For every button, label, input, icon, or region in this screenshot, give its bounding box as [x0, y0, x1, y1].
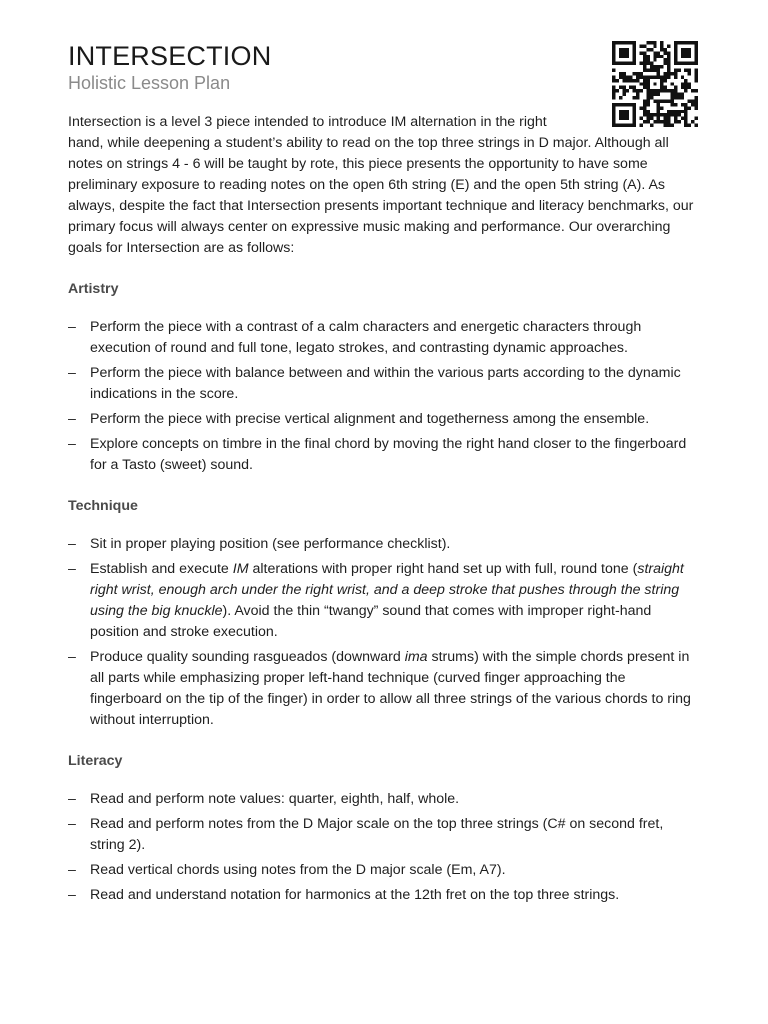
- bullet-dash: –: [68, 319, 76, 335]
- bullet-dash: –: [68, 561, 76, 577]
- list-item: – Read and perform notes from the D Major scale on the top three strings (C# on second fret, string 2).: [68, 816, 664, 853]
- bullet-dash: –: [68, 411, 76, 427]
- lesson-plan-page: [68, 40, 700, 910]
- technique-list: [68, 534, 700, 731]
- bullet-dash: –: [68, 536, 76, 552]
- intro-paragraph: [68, 112, 700, 259]
- bullet-dash: –: [68, 887, 76, 903]
- list-item: – Produce quality sounding rasgueados (downward ima strums) with the simple chords present in all parts while emphasizing proper left-hand technique (curved finger approaching the fingerboard on the tip of the finger) in order to allow all three strings of the various chords to ring without interruption.: [68, 649, 691, 728]
- literacy-heading: Literacy: [68, 753, 123, 769]
- bullet-dash: –: [68, 862, 76, 878]
- bullet-dash: –: [68, 365, 76, 381]
- list-item: – Explore concepts on timbre in the final chord by moving the right hand closer to the fingerboard for a Tasto (sweet) sound.: [68, 436, 687, 473]
- literacy-list: [68, 789, 700, 906]
- page-subtitle: Holistic Lesson Plan: [68, 73, 231, 93]
- list-item: – Perform the piece with precise vertical alignment and togetherness among the ensemble.: [68, 409, 700, 430]
- list-item: – Establish and execute IM alterations with proper right hand set up with full, round tone (straight right wrist, enough arch under the right wrist, and a deep stroke that pushes through the string using the big knuckle). Avoid the thin “twangy” sound that comes with improper right-hand position and stroke execution.: [68, 561, 684, 640]
- list-item: – Read vertical chords using notes from the D major scale (Em, A7).: [68, 860, 700, 881]
- artistry-list: [68, 317, 700, 476]
- intro-rest: hand, while deepening a student’s ability to read on the top three strings in D major. Although all notes on strings 4 - 6 will be taught by rote, this piece presents the opportunity to have some preliminary exposure to reading notes on the open 6th string (E) and the open 5th string (A). As always, despite the fact that Intersection presents important technique and literacy benchmarks, our primary focus will always center on expressive music making and performance. Our overarching goals for Intersection are as follows:: [68, 135, 694, 256]
- technique-heading: Technique: [68, 498, 138, 514]
- list-item: – Read and understand notation for harmonics at the 12th fret on the top three strings.: [68, 885, 700, 906]
- bullet-dash: –: [68, 791, 76, 807]
- bullet-dash: –: [68, 436, 76, 452]
- intro-lead: Intersection is a level 3 piece intended to introduce IM alternation in the right: [68, 114, 547, 130]
- list-item: – Perform the piece with a contrast of a calm characters and energetic characters through execution of round and full tone, legato strokes, and contrasting dynamic approaches.: [68, 319, 642, 356]
- artistry-heading: Artistry: [68, 281, 119, 297]
- list-item: – Perform the piece with balance between and within the various parts according to the dynamic indications in the score.: [68, 365, 681, 402]
- bullet-dash: –: [68, 649, 76, 665]
- bullet-dash: –: [68, 816, 76, 832]
- page-title: INTERSECTION: [68, 41, 272, 71]
- list-item: – Sit in proper playing position (see performance checklist).: [68, 534, 700, 555]
- list-item: – Read and perform note values: quarter, eighth, half, whole.: [68, 789, 700, 810]
